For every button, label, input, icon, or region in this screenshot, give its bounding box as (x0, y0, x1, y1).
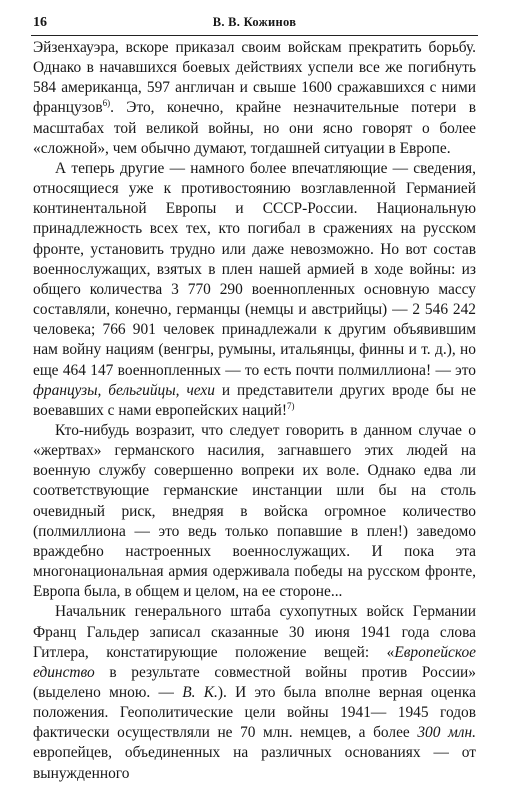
text-run: европейцев, объединенных на различных основаниях — от вынужденного (33, 744, 476, 782)
running-head: В. В. Кожинов (212, 15, 297, 29)
italic-text: В. К. (182, 684, 218, 701)
italic-text: французы, бельгийцы, чехи (33, 381, 215, 399)
text-run: Начальник генерального штаба сухопутных войск Германии Франц Гальдер записал сказанные 30 июня 1941 года слова Гитлера, констатирующие положение вещей: « (33, 603, 476, 661)
paragraph (33, 421, 476, 602)
page-header (33, 15, 476, 35)
footnote-ref: 6) (102, 98, 111, 109)
paragraph (33, 159, 476, 421)
text-run: Эйзенхауэра, вскоре приказал своим войскам прекратить борьбу. Однако в начавшихся боевых действиях успели все же погибнуть 584 американца, 597 англичан и свыше 1600 сражавшихся с ними французов (33, 39, 476, 117)
text-run: . Это, конечно, крайне незначительные потери в масштабах той великой войны, но они ясно говорят о более «сложной», чем обычно думают, тогдашней ситуации в Европе. (33, 99, 476, 157)
paragraph (33, 602, 476, 783)
text-run: А теперь другие — намного более впечатляющие — сведения, относящиеся уже к противостоянию возглавленной Германией континентальной Европы и СССР-России. Национальную принадлежность всех тех, кто погибал в сражениях на русском фронте, установить трудно или даже невозможно. Но вот состав военнослужащих, взятых в плен нашей армией в ходе войны: из общего количества 3 770 290 военнопленных основную массу составляли, конечно, германцы (немцы и австрийцы) — 2 546 242 человека; 766 901 человек принадлежали к другим объявившим нам войну нациям (венгры, румыны, итальянцы, финны и т. д.), но еще 464 147 военнопленных — то есть почти полмиллиона! — это (33, 159, 476, 379)
text-run: Кто-нибудь возразит, что следует говорить в данном случае о «жертвах» германского насилия, загнавшего этих людей на военную службу совершенно вопреки их воле. Однако едва ли соответствующие германские инстанции шли бы на столь очевидный риск, внедряя в войска огромное количество (полмиллиона — это ведь только попавшие в плен!) заведомо враждебно настроенных военнослужащих. И пока эта многонациональная армия одерживала победы на русском фронте, Европа была, в общем и целом, на ее стороне... (33, 421, 476, 601)
italic-text: 300 млн. (417, 724, 476, 742)
text-run: и представители других вроде бы не воевавших с нами европейских наций! (33, 381, 476, 419)
header-rule (31, 35, 478, 36)
text-run: в результате совместной войны против России» (выделено мною. — (33, 663, 476, 701)
page-number: 16 (33, 15, 47, 30)
text-run: ). И это была вполне верная оценка положения. Геополитические цели войны 1941— 1945 годов фактически осуществляли не 70 млн. немцев, а более (33, 684, 476, 742)
italic-text: Европейское единство (33, 643, 476, 681)
paragraph (33, 38, 476, 159)
footnote-ref: 7) (287, 400, 295, 411)
body-text (33, 38, 476, 784)
